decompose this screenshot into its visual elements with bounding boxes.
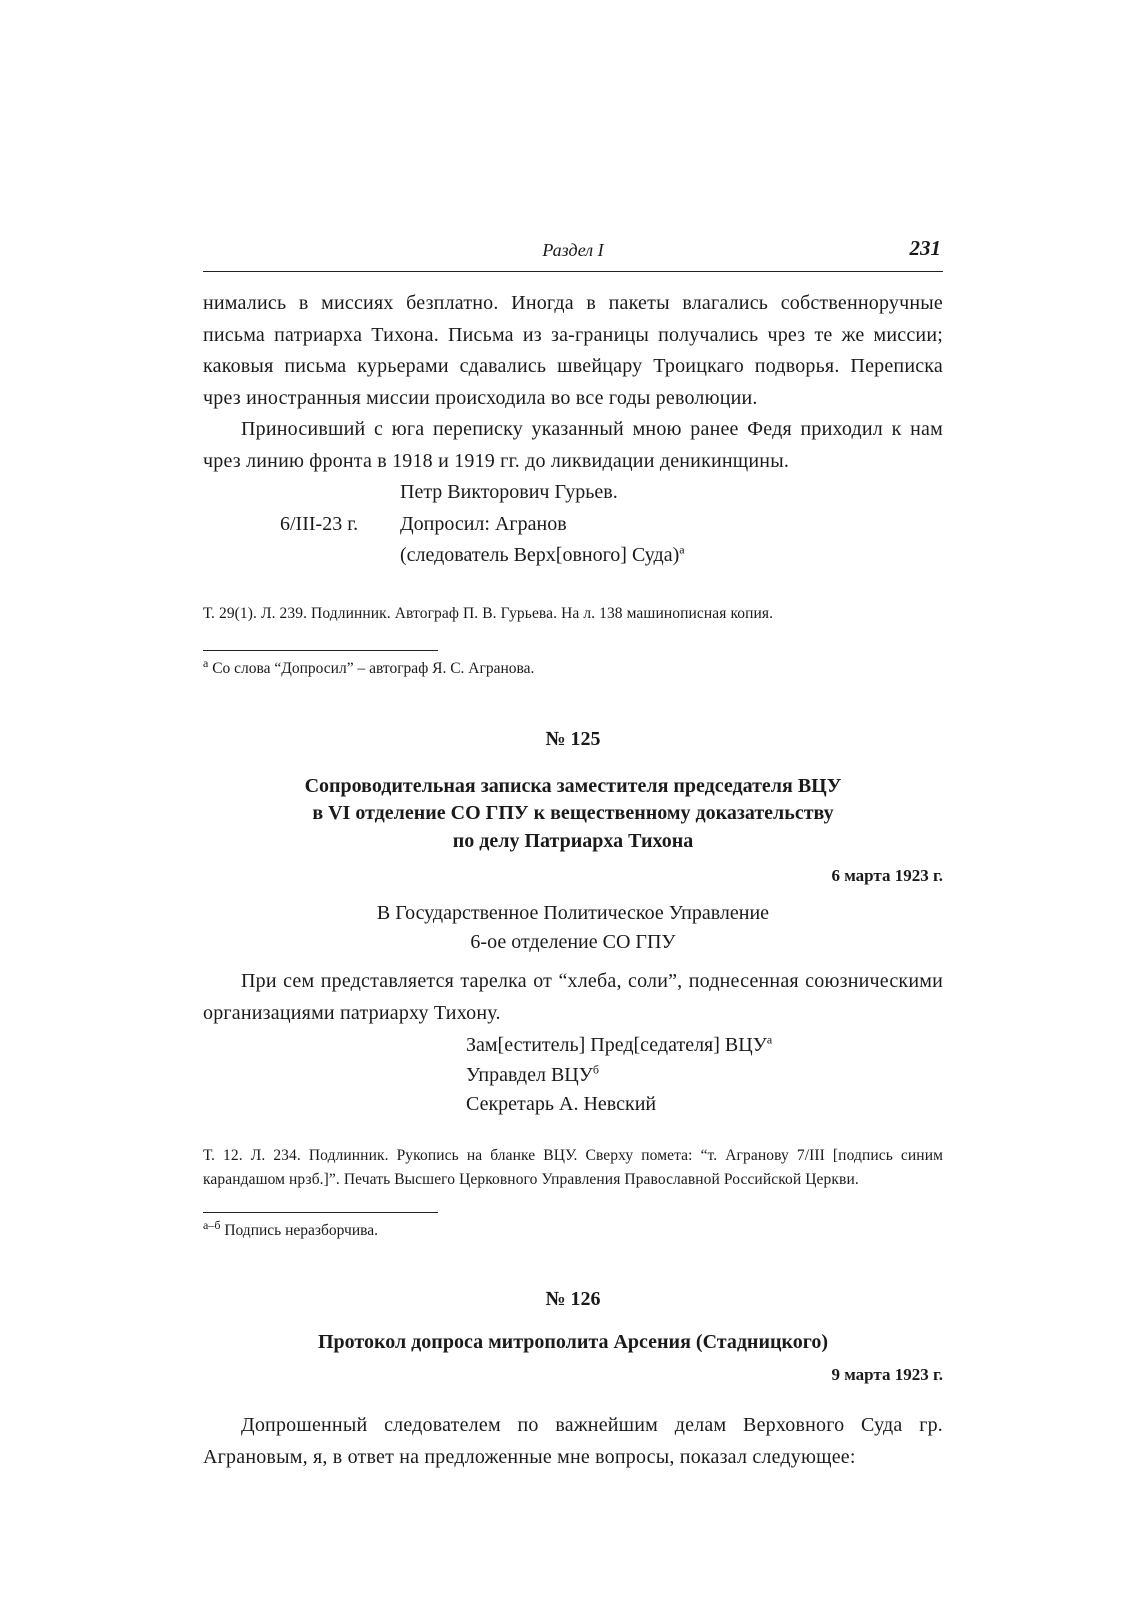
document-title-125 [203, 773, 943, 856]
interrogation-date: 6/III-23 г. [280, 512, 359, 535]
signature-block-125 [466, 1031, 943, 1120]
page-number: 231 [909, 236, 941, 260]
document-body-126: Допрошенный следователем по важнейшим делам Верховного Суда гр. Аграновым, я, в ответ на предложенные мне вопросы, показал следующее: [203, 1414, 943, 1468]
footnote-mark: а [203, 655, 209, 670]
signature-line [466, 1031, 943, 1061]
paragraph-continuation: нимались в миссиях безплатно. Иногда в пакеты влагались собственноручные письма патриарха Тихона. Письма из за-границы получались чрез те же миссии; каковыя письма курьерами сдавались швейцару Троицкаго подворья. Переписка чрез иностранныя миссии происходила во все годы революции. [203, 292, 943, 409]
signature-text: Зам[еститель] Пред[седателя] ВЦУ [466, 1034, 767, 1056]
addressee-block [203, 899, 943, 956]
archive-reference: Т. 12. Л. 234. Подлинник. Рукопись на бланке ВЦУ. Сверху помета: “т. Агранову 7/III [подпись синим карандашом нрзб.]”. Печать Высшего Церковного Управления Православной Российской Церкви. [203, 1146, 943, 1188]
running-head [203, 236, 943, 272]
interrogator-block [400, 509, 685, 572]
footnote-mark: а [766, 1032, 773, 1047]
footnote [203, 655, 943, 680]
addressee-line: В Государственное Политическое Управление [376, 902, 770, 924]
footnote-rule [203, 650, 438, 651]
interrogator-line: Допросил: Агранов [400, 512, 567, 535]
paragraph-fedya: Приносивший с юга переписку указанный мною ранее Федя приходил к нам чрез линию фронта в 1918 и 1919 гг. до ликвидации деникинщины. [203, 418, 943, 472]
document-date-126: 9 марта 1923 г. [831, 1365, 943, 1384]
title-line: по делу Патриарха Тихона [452, 829, 694, 852]
document-number-126: № 126 [545, 1287, 601, 1310]
signature-text: Управдел ВЦУ [466, 1063, 593, 1086]
footnote-mark: б [592, 1061, 600, 1076]
document-number-125: № 125 [545, 727, 601, 750]
interrogation-signature-block [280, 509, 943, 572]
document-title-126: Протокол допроса митрополита Арсения (Стадницкого) [317, 1330, 829, 1353]
signature-line [466, 1090, 943, 1120]
archive-reference: Т. 29(1). Л. 239. Подлинник. Автограф П. В. Гурьева. На л. 138 машинописная копия. [203, 604, 774, 622]
document-date-125: 6 марта 1923 г. [831, 866, 943, 885]
footnote-text: Подпись неразборчива. [224, 1221, 378, 1239]
section-heading: Раздел I [542, 240, 604, 260]
interrogator-title-line [400, 540, 685, 572]
footnote-text: Со слова “Допросил” – автограф Я. С. Агранова. [212, 659, 535, 677]
signature-line [466, 1061, 943, 1091]
signatory-name: Петр Викторович Гурьев. [400, 481, 618, 503]
interrogator-title: (следователь Верх[овного] Суда) [400, 544, 680, 566]
footnote-rule [203, 1212, 438, 1213]
title-line: Сопроводительная записка заместителя председателя ВЦУ [304, 774, 842, 797]
addressee-line: 6-ое отделение СО ГПУ [470, 930, 676, 953]
title-line: в VI отделение СО ГПУ к вещественному доказательству [312, 802, 834, 824]
document-body-125: При сем представляется тарелка от “хлеба, соли”, поднесенная союзническими организациями патриарху Тихону. [203, 970, 943, 1024]
signature-text: Секретарь А. Невский [466, 1093, 657, 1115]
footnote-mark: а–б [203, 1217, 221, 1232]
footnote-mark: а [679, 542, 685, 557]
footnote [203, 1217, 943, 1242]
